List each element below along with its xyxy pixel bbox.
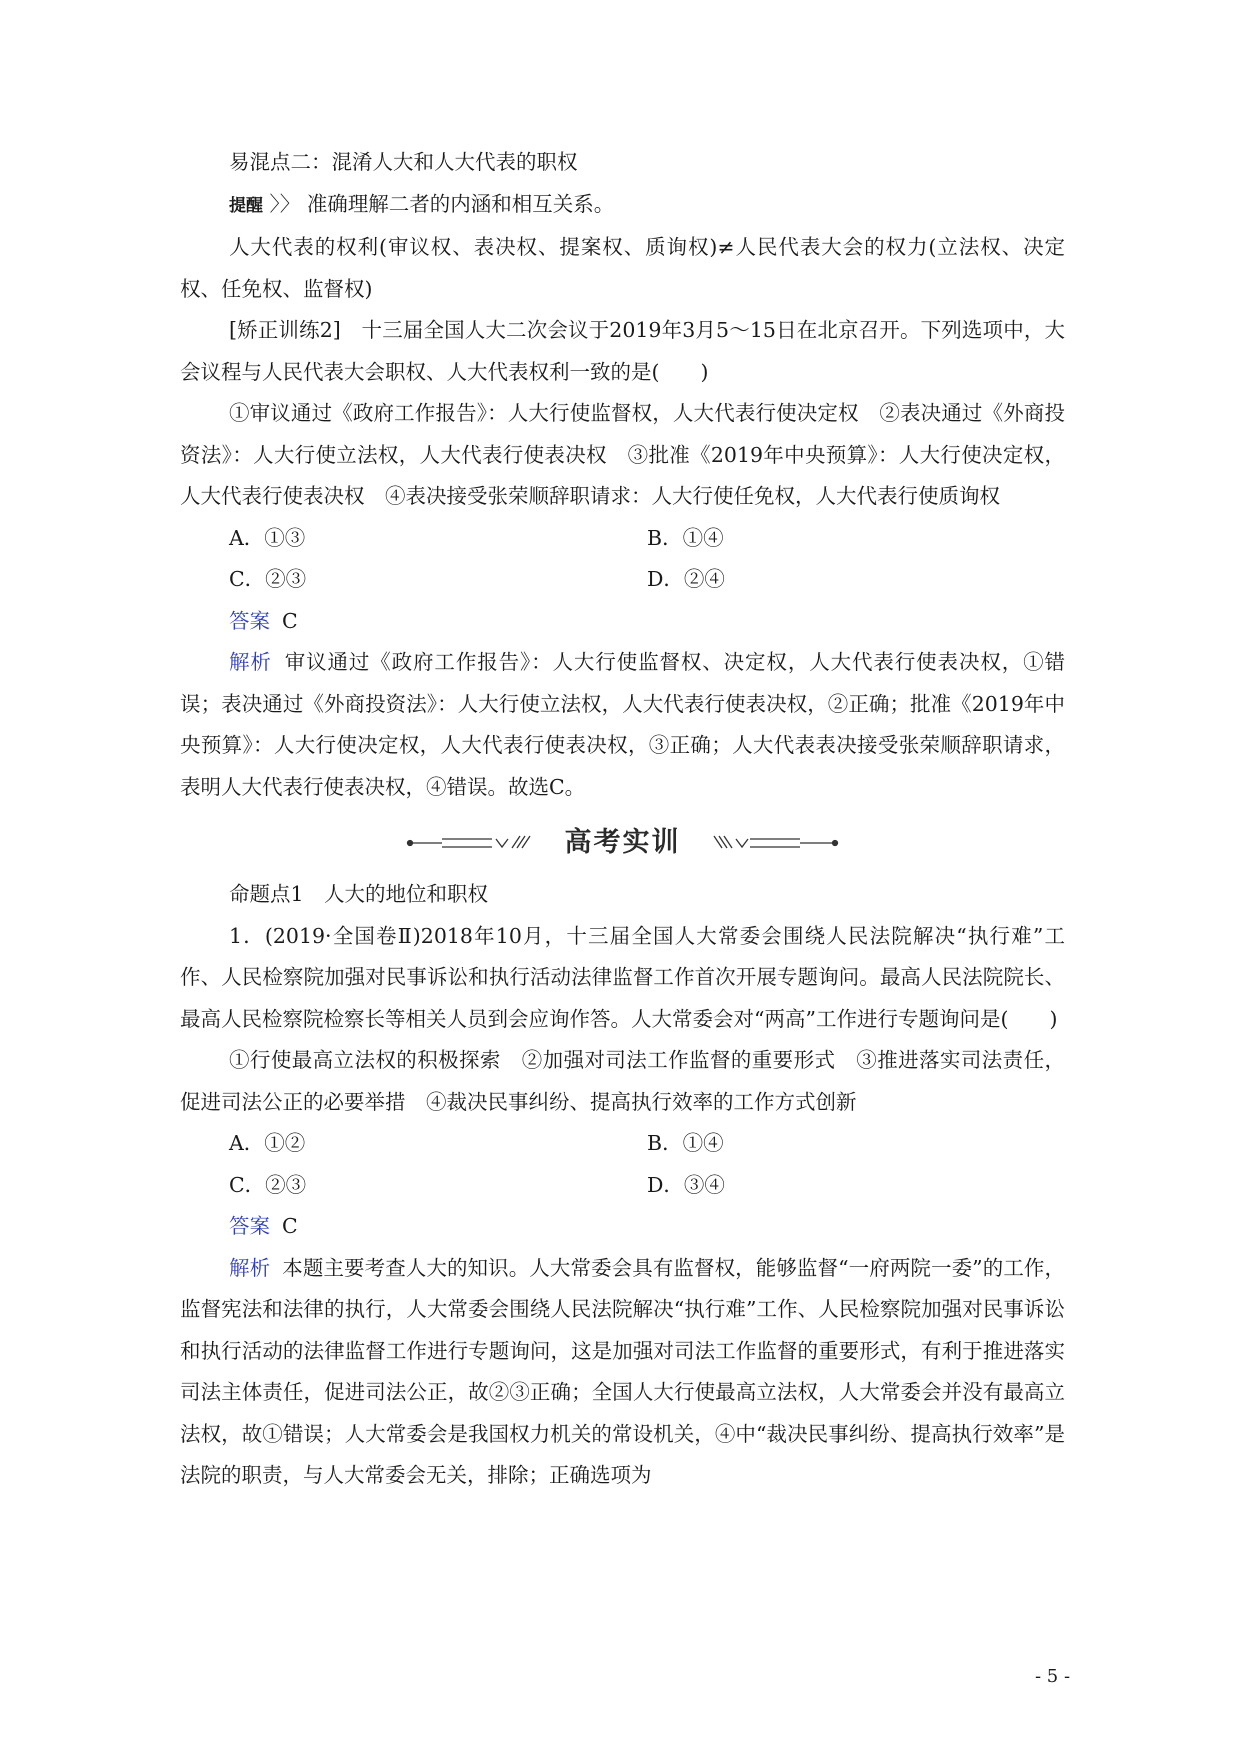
- page-content: [180, 142, 1065, 1497]
- options-row: [180, 559, 1065, 601]
- option-b: B．①④: [647, 525, 724, 550]
- options-row: [180, 1165, 1065, 1207]
- option-a: A．①②: [229, 1131, 306, 1155]
- answer-label: 答案: [229, 1214, 270, 1238]
- answer-line: [180, 601, 1065, 643]
- options-row: [180, 1123, 1065, 1165]
- analysis-text: 本题主要考查人大的知识。人大常委会具有监督权，能够监督“一府两院一委”的工作，监督宪法和法律的执行，人大常委会围绕人民法院解决“执行难”工作、人民检察院加强对民事诉讼和执行活动的法律监督工作进行专题询问，这是加强对司法工作监督的重要形式，有利于推进落实司法主体责任，促进司法公正，故②③正确；全国人大行使最高立法权，人大常委会并没有最高立法权，故①错误；人大常委会是我国权力机关的常设机关，④中“裁决民事纠纷、提高执行效率”是法院的职责，与人大常委会无关，排除；正确选项为: [180, 1255, 1066, 1487]
- reminder-line: [180, 184, 1065, 228]
- option-d: D．②④: [647, 567, 725, 591]
- topic-heading: 命题点1 人大的地位和职权: [229, 882, 489, 906]
- analysis-label: 解析: [229, 650, 272, 674]
- exercise-statements: ①审议通过《政府工作报告》：人大行使监督权，人大代表行使决定权 ②表决通过《外商投资法》：人大行使立法权，人大代表行使表决权 ③批准《2019年中央预算》：人大行使决定权，人大代表行使表决权 ④表决接受张荣顺辞职请求：人大行使任免权，人大代表行使质询权: [180, 401, 1065, 508]
- analysis-paragraph: [180, 1248, 1065, 1497]
- answer-label: 答案: [229, 608, 270, 633]
- reminder-arrows-icon: 〉〉: [269, 191, 301, 216]
- section-banner: [180, 812, 1065, 872]
- banner-title: 高考实训: [564, 827, 681, 858]
- answer-value: C: [282, 1214, 298, 1238]
- analysis-paragraph: [180, 642, 1065, 808]
- page-number: - 5 -: [1035, 1666, 1071, 1687]
- answer-value: C: [282, 608, 298, 633]
- option-c: C．②③: [229, 1172, 307, 1197]
- reminder-label: 提醒: [229, 195, 263, 216]
- question-stem: 1．(2019·全国卷Ⅱ)2018年10月，十三届全国人大常委会围绕人民法院解决“执行难”工作、人民检察院加强对民事诉讼和执行活动法律监督工作首次开展专题询问。最高人民法院院长、最高人民检察院检察长等相关人员到会应询作答。人大常委会对“两高”工作进行专题询问是( ): [180, 923, 1065, 1031]
- concept-paragraph: 人大代表的权利(审议权、表决权、提案权、质询权)≠人民代表大会的权力(立法权、决定权、任免权、监督权): [180, 235, 1065, 301]
- question-statements: ①行使最高立法权的积极探索 ②加强对司法工作监督的重要形式 ③推进落实司法责任，促进司法公正的必要举措 ④裁决民事纠纷、提高执行效率的工作方式创新: [180, 1048, 1065, 1114]
- analysis-label: 解析: [229, 1255, 271, 1280]
- option-b: B．①④: [647, 1131, 724, 1155]
- option-d: D．③④: [647, 1172, 725, 1197]
- section-heading: 易混点二：混淆人大和人大代表的职权: [229, 150, 578, 174]
- analysis-text: 审议通过《政府工作报告》：人大行使监督权、决定权，人大代表行使表决权，①错误；表决通过《外商投资法》：人大行使立法权，人大代表行使表决权，②正确；批准《2019年中央预算》：人大行使决定权，人大代表行使表决权，③正确；人大代表表决接受张荣顺辞职请求，表明人大代表行使表决权，④错误。故选C。: [180, 650, 1066, 799]
- option-a: A．①③: [229, 525, 306, 550]
- answer-line: [180, 1206, 1065, 1248]
- reminder-text: 准确理解二者的内涵和相互关系。: [306, 191, 615, 216]
- option-c: C．②③: [229, 567, 307, 591]
- exercise-stem: [矫正训练2] 十三届全国人大二次会议于2019年3月5～15日在北京召开。下列选项中，大会议程与人民代表大会职权、人大代表权利一致的是( ): [180, 318, 1065, 384]
- options-row: [180, 518, 1065, 560]
